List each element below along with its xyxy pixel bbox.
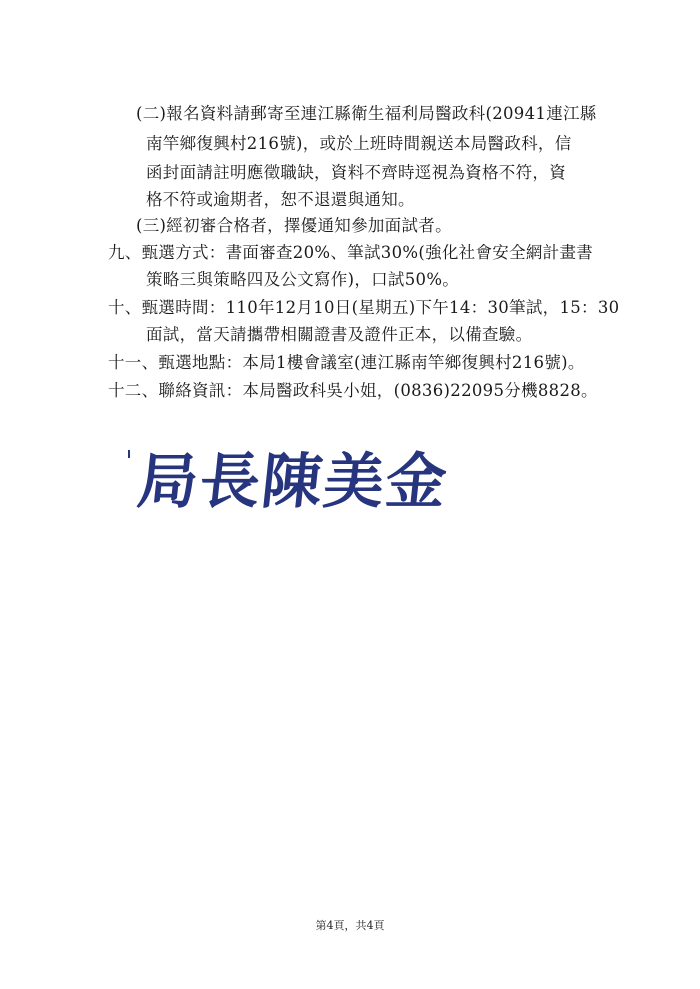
signature-text: 局長陳美金 (134, 447, 452, 517)
section-nine-line-2: 策略三與策略四及公文寫作)，口試50%。 (146, 270, 460, 289)
section-eleven-line: 十一、甄選地點：本局1樓會議室(連江縣南竿鄉復興村216號)。 (108, 353, 585, 372)
text-line-2: 南竿鄉復興村216號)，或於上班時間親送本局醫政科，信 (146, 134, 572, 153)
section-nine-line-1: 九、甄選方式：書面審查20%、筆試30%(強化社會安全網計畫書 (108, 243, 594, 262)
section-ten-line-2: 面試，當天請攜帶相關證書及證件正本，以備查驗。 (146, 325, 533, 344)
text-line-1: (二)報名資料請郵寄至連江縣衛生福利局醫政科(20941連江縣 (136, 104, 597, 123)
page-footer: 第4頁，共4頁 (315, 919, 385, 932)
section-ten-line-1: 十、甄選時間：110年12月10日(星期五)下午14：30筆試，15：30 (108, 298, 620, 317)
section-twelve-line: 十二、聯絡資訊：本局醫政科吳小姐，(0836)22095分機8828。 (108, 381, 598, 400)
text-line-3: 函封面請註明應徵職缺，資料不齊時逕視為資格不符，資 (146, 163, 566, 182)
text-line-5: (三)經初審合格者，擇優通知參加面試者。 (136, 216, 452, 235)
text-line-4: 格不符或逾期者，恕不退還與通知。 (146, 190, 415, 209)
signature-ink-mark (128, 450, 130, 458)
director-signature (128, 436, 452, 526)
